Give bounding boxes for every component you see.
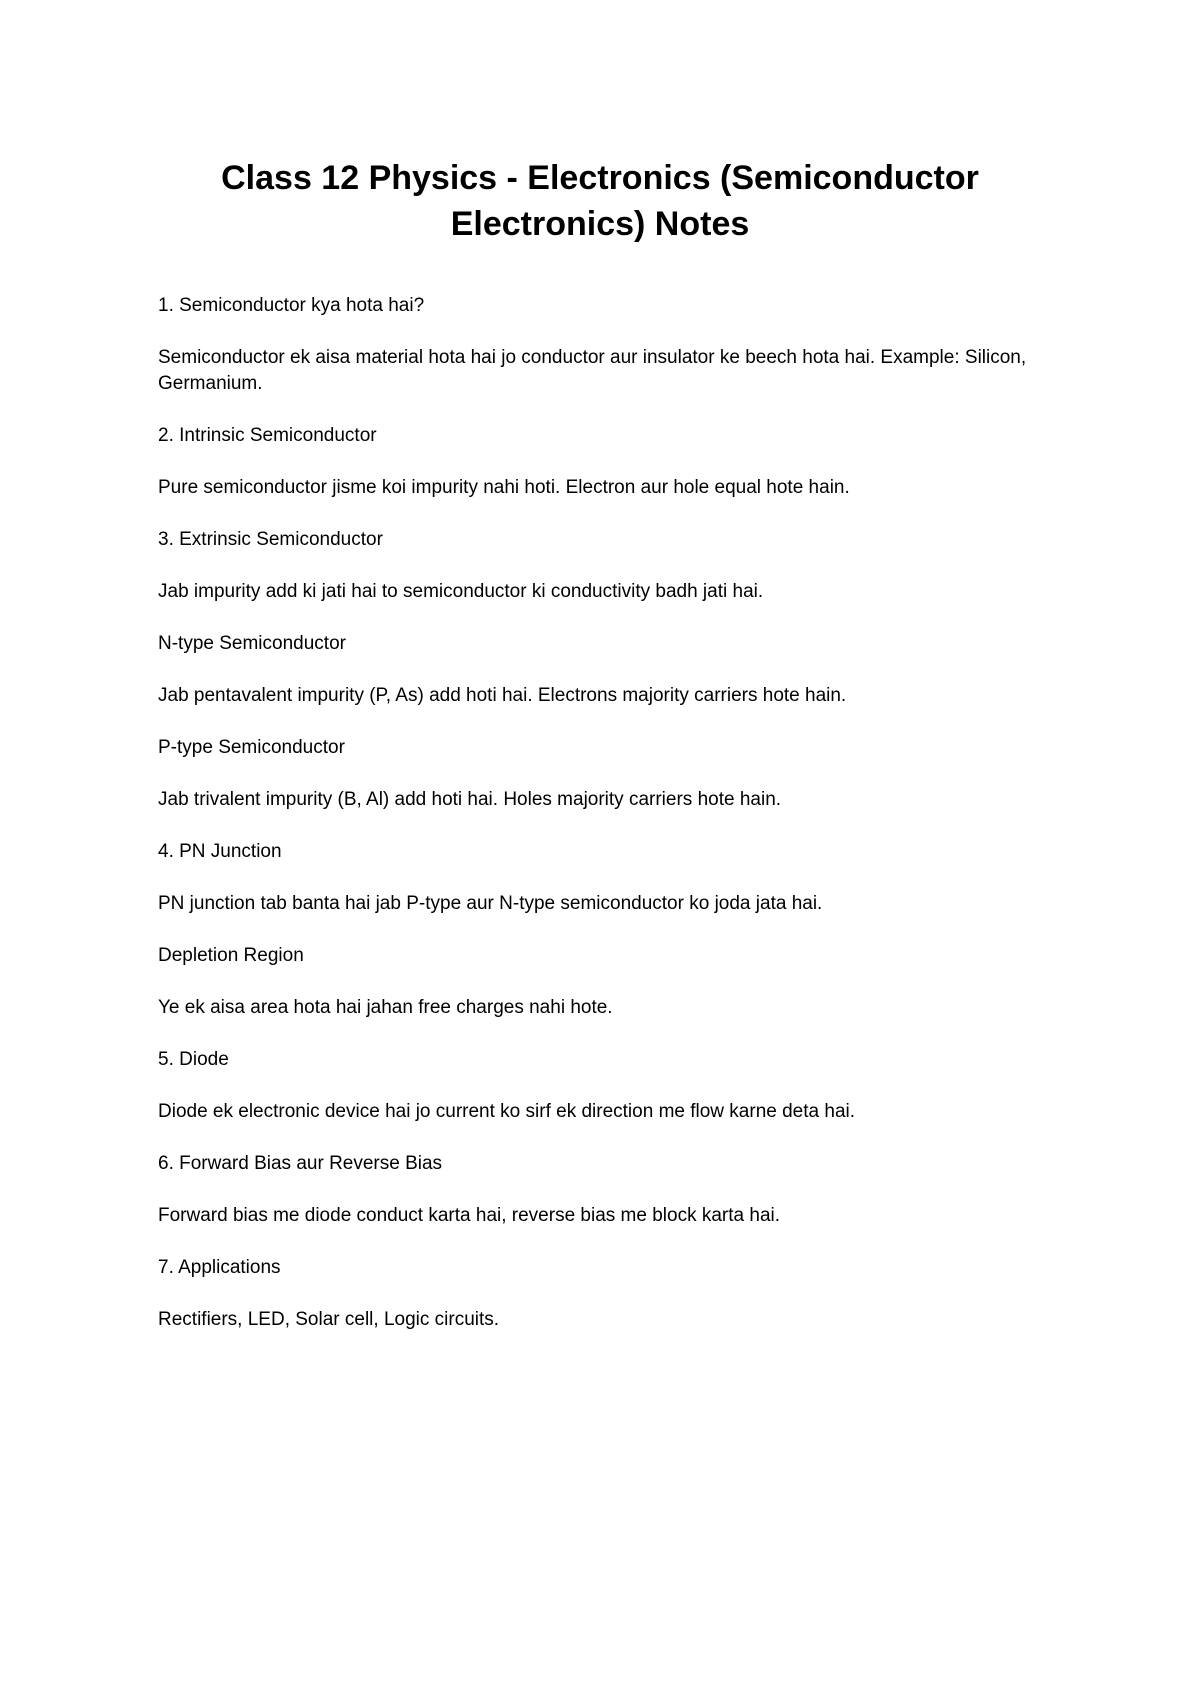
subheading-n-type: N-type Semiconductor (158, 633, 346, 654)
section-heading-semiconductor: 1. Semiconductor kya hota hai? (158, 295, 425, 316)
paragraph-pn-junction: PN junction tab banta hai jab P-type aur N-type semiconductor ko joda jata hai. (158, 893, 823, 914)
paragraph-bias: Forward bias me diode conduct karta hai, reverse bias me block karta hai. (158, 1205, 781, 1226)
paragraph-depletion-region: Ye ek aisa area hota hai jahan free charges nahi hote. (158, 997, 613, 1018)
subheading-depletion-region: Depletion Region (158, 945, 304, 966)
section-heading-intrinsic: 2. Intrinsic Semiconductor (158, 425, 377, 446)
document-body (158, 293, 1028, 1359)
document-title: Class 12 Physics - Electronics (Semiconductor Electronics) Notes (221, 159, 979, 243)
section-heading-applications: 7. Applications (158, 1257, 281, 1278)
section-heading-pn-junction: 4. PN Junction (158, 841, 282, 862)
paragraph-n-type: Jab pentavalent impurity (P, As) add hoti hai. Electrons majority carriers hote hain. (158, 685, 847, 706)
paragraph-intrinsic: Pure semiconductor jisme koi impurity nahi hoti. Electron aur hole equal hote hain. (158, 477, 850, 498)
paragraph-semiconductor-definition: Semiconductor ek aisa material hota hai jo conductor aur insulator ke beech hota hai. Example: Silicon, Germanium. (158, 347, 1027, 394)
section-heading-diode: 5. Diode (158, 1049, 229, 1070)
section-heading-bias: 6. Forward Bias aur Reverse Bias (158, 1153, 443, 1174)
paragraph-p-type: Jab trivalent impurity (B, Al) add hoti hai. Holes majority carriers hote hain. (158, 789, 782, 810)
subheading-p-type: P-type Semiconductor (158, 737, 345, 758)
paragraph-applications: Rectifiers, LED, Solar cell, Logic circuits. (158, 1309, 500, 1330)
section-heading-extrinsic: 3. Extrinsic Semiconductor (158, 529, 383, 550)
paragraph-extrinsic: Jab impurity add ki jati hai to semiconductor ki conductivity badh jati hai. (158, 581, 764, 602)
paragraph-diode: Diode ek electronic device hai jo current ko sirf ek direction me flow karne deta hai. (158, 1101, 856, 1122)
